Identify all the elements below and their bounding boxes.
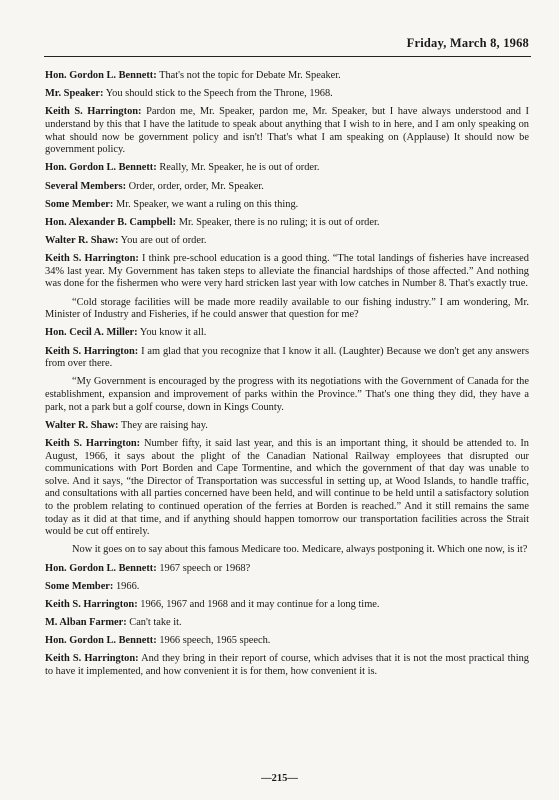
paragraph xyxy=(45,327,529,340)
speech-text: You should stick to the Speech from the Throne, 1968. xyxy=(103,88,333,100)
speech-text: They are raising hay. xyxy=(118,419,208,431)
speech-text: That's not the topic for Debate Mr. Speaker. xyxy=(156,70,341,81)
speaker-name: Mr. Speaker: xyxy=(45,88,104,100)
paragraph xyxy=(45,162,529,175)
speaker-name: Hon. Gordon L. Bennett: xyxy=(45,162,157,174)
speaker-name: Keith S. Harrington: xyxy=(45,106,142,118)
speaker-name: Keith S. Harrington: xyxy=(45,598,138,610)
speaker-name: Hon. Gordon L. Bennett: xyxy=(45,70,157,81)
speech-text: Number fifty, it said last year, and this is an important thing, it should be attended to. In August, 1966, it says about the plight of the Canadian National Railway employees that disrupted our communications with Port Borden and Cape Tormentine, and which the government of that day was unable to solve. And it says, “the Director of Transportation was successful in setting up, at Wood Islands, to handle traffic, and consultations with all parties concerned have been held, and will continue to be held until a satisfactory solution to the problem relating to continued operation of the ferries at Borden is reached.” And it still remains the same today as it did at that time, and if anything should happen tomorrow our transportation facilities across the Strait would be cut off entirely. xyxy=(45,437,529,538)
paragraph xyxy=(45,253,529,291)
speaker-name: Walter R. Shaw: xyxy=(45,235,119,247)
speech-text: Pardon me, Mr. Speaker, pardon me, Mr. Speaker, but I have always understood and I understand by this that I have the latitude to speak about anything that I wish to in here, and I am only speaking on what should now be government policy and isn't! That's what I am speaking on (Applause) It should now be government policy. xyxy=(45,106,529,156)
speaker-name: Hon. Gordon L. Bennett: xyxy=(45,562,157,574)
speech-text: 1967 speech or 1968? xyxy=(156,562,251,574)
speech-text: 1966 speech, 1965 speech. xyxy=(156,635,271,647)
paragraph xyxy=(45,106,529,156)
paragraph xyxy=(45,420,529,433)
paragraph xyxy=(45,563,529,576)
paragraph xyxy=(45,653,529,678)
paragraph xyxy=(45,217,529,230)
speaker-name: Several Members: xyxy=(45,180,127,192)
paragraph xyxy=(45,199,529,212)
speech-text: And they bring in their report of course, which advises that it is not the most practical thing to have it implemented, and how convenient it is for them, how convenient it is. xyxy=(45,653,529,678)
indented-paragraph xyxy=(45,544,529,557)
paragraph xyxy=(45,599,529,612)
speaker-name: Hon. Alexander B. Campbell: xyxy=(45,216,177,228)
speaker-name: Keith S. Harrington: xyxy=(45,437,141,449)
speaker-name: Walter R. Shaw: xyxy=(45,419,119,431)
transcript-body xyxy=(45,70,529,684)
quoted-paragraph xyxy=(45,376,529,414)
paragraph xyxy=(45,70,529,83)
speaker-name: Keith S. Harrington: xyxy=(45,345,139,357)
speaker-name: Some Member: xyxy=(45,580,114,592)
header-rule xyxy=(44,56,531,57)
paragraph xyxy=(45,635,529,648)
speech-text: I think pre-school education is a good thing. “The total landings of fisheries have increased 34% last year. My Government has taken steps to alleviate the financial hardships of those affected.” And nothing was done for the fishermen who were very hard stricken last year with low catches in Number 8. That's exactly true. xyxy=(45,253,529,290)
speech-text: Mr. Speaker, we want a ruling on this thing. xyxy=(113,198,299,210)
speech-text: “My Government is encouraged by the progress with its negotiations with the Government of Canada for the establishment, expansion and improvement of parks within the Province.” That's one thing they did, they have a park, not a park but a golf course, down in Kings County. xyxy=(45,376,529,413)
speech-text: Mr. Speaker, there is no ruling; it is out of order. xyxy=(176,216,380,228)
speech-text: Really, Mr. Speaker, he is out of order. xyxy=(156,162,320,174)
paragraph xyxy=(45,235,529,248)
speech-text: You are out of order. xyxy=(118,235,207,247)
page-number: —215— xyxy=(261,773,298,784)
speaker-name: M. Alban Farmer: xyxy=(45,617,127,629)
speech-text: You know it all. xyxy=(137,327,207,339)
speech-text: Can't take it. xyxy=(126,617,182,629)
speech-text: 1966. xyxy=(113,580,140,592)
speech-text: Order, order, order, Mr. Speaker. xyxy=(126,180,264,192)
quoted-paragraph xyxy=(45,297,529,322)
paragraph xyxy=(45,438,529,539)
speech-text: Now it goes on to say about this famous Medicare too. Medicare, always postponing it. Which one now, is it? xyxy=(72,544,528,556)
speaker-name: Keith S. Harrington: xyxy=(45,253,139,265)
paragraph xyxy=(45,181,529,194)
page-header-date: Friday, March 8, 1968 xyxy=(406,36,529,50)
speaker-name: Keith S. Harrington: xyxy=(45,653,139,665)
paragraph xyxy=(45,88,529,101)
speaker-name: Hon. Gordon L. Bennett: xyxy=(45,635,157,647)
speaker-name: Some Member: xyxy=(45,198,114,210)
speaker-name: Hon. Cecil A. Miller: xyxy=(45,327,138,339)
paragraph xyxy=(45,617,529,630)
paragraph xyxy=(45,346,529,371)
speech-text: I am glad that you recognize that I know it all. (Laughter) Because we don't get any answers from over there. xyxy=(45,345,530,370)
paragraph xyxy=(45,581,529,594)
speech-text: “Cold storage facilities will be made more readily available to our fishing industry.” I am wondering, Mr. Minister of Industry and Fisheries, if he could answer that question for me? xyxy=(45,296,529,321)
speech-text: 1966, 1967 and 1968 and it may continue for a long time. xyxy=(137,598,380,610)
